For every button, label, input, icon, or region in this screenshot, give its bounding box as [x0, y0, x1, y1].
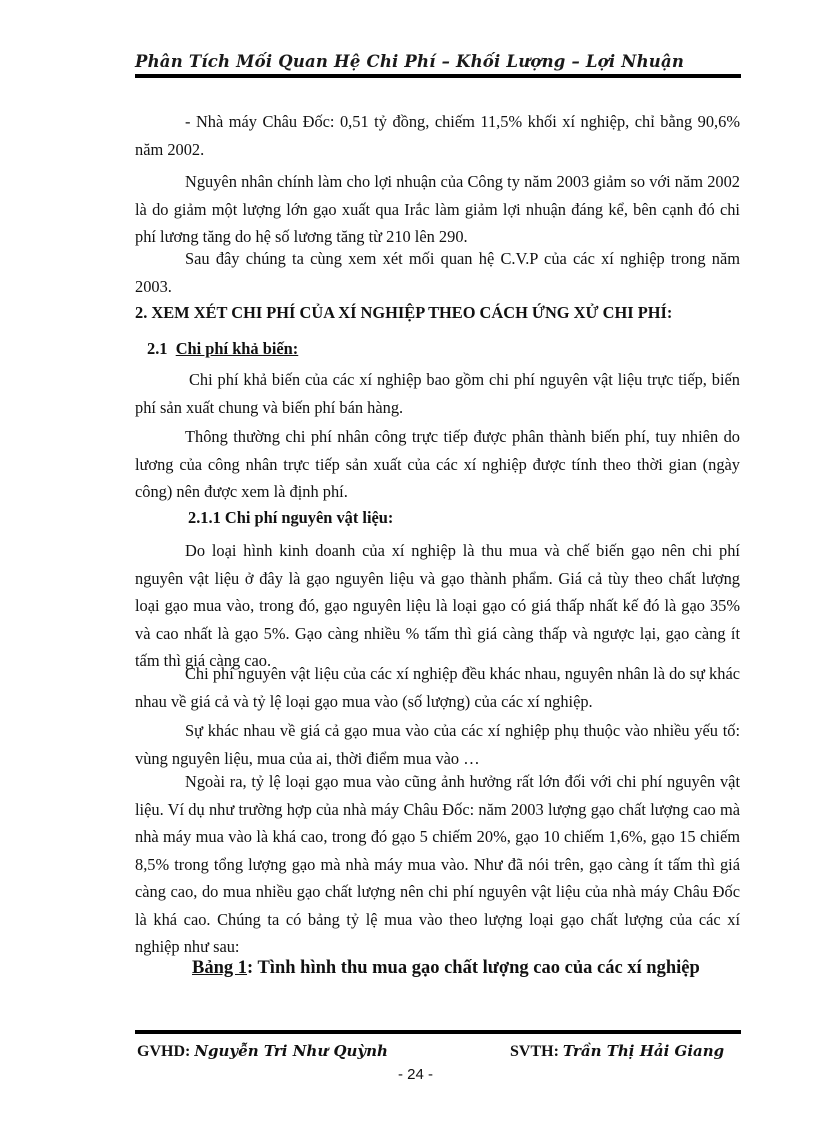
student-name: Trần Thị Hải Giang [562, 1042, 725, 1060]
paragraph-rice-ratio: Ngoài ra, tỷ lệ loại gạo mua vào cũng ảnh hưởng rất lớn đối với chi phí nguyên vật liệu. Ví dụ như trường hợp của nhà máy Châu Đốc: năm 2003 lượng gạo chất lượng cao mà nhà máy mua vào là khá cao, trong đó gạo 5 chiếm 20%, gạo 10 chiếm 1,6%, gạo 15 chiếm 8,5% trong tổng lượng gạo mà nhà máy mua vào. Như đã nói trên, gạo càng ít tấm thì giá càng cao, do mua nhiều gạo chất lượng nên chi phí nguyên vật liệu của nhà máy Châu Đốc là khá cao. Chúng ta có bảng tỷ lệ mua vào theo lượng loại gạo chất lượng của các xí nghiệp như sau: [135, 772, 740, 956]
footer-advisor [137, 1042, 388, 1061]
section-heading-2: 2. XEM XÉT CHI PHÍ CỦA XÍ NGHIỆP THEO CÁCH ỨNG XỬ CHI PHÍ: [135, 303, 673, 322]
section-heading-2-1 [147, 339, 298, 359]
page-number: - 24 - [398, 1066, 434, 1083]
table-caption [192, 958, 700, 979]
student-label: SVTH: [510, 1043, 559, 1060]
paragraph-chau-doc: - Nhà máy Châu Đốc: 0,51 tỷ đồng, chiếm 11,5% khối xí nghiệp, chỉ bằng 90,6% năm 2002. [135, 112, 740, 159]
running-header-title: Phân Tích Mối Quan Hệ Chi Phí – Khối Lượng – Lợi Nhuận [135, 52, 685, 71]
section-heading-2-1-1: 2.1.1 Chi phí nguyên vật liệu: [188, 508, 394, 527]
advisor-name: Nguyễn Tri Như Quỳnh [194, 1042, 388, 1060]
section-title-2-1: Chi phí khả biến: [175, 339, 299, 358]
paragraph-labor-costs: Thông thường chi phí nhân công trực tiếp được phân thành biến phí, tuy nhiên do lương của công nhân trực tiếp sản xuất của các xí nghiệp được tính theo thời gian (ngày công) nên được xem là định phí. [135, 427, 740, 501]
paragraph-price-factors: Sự khác nhau về giá cả gạo mua vào của các xí nghiệp phụ thuộc vào nhiều yếu tố: vùng nguyên liệu, mua của ai, thời điểm mua vào … [135, 721, 740, 768]
table-caption-text: : Tình hình thu mua gạo chất lượng cao của các xí nghiệp [247, 958, 700, 978]
header-rule [135, 74, 741, 78]
footer-student [510, 1042, 724, 1061]
paragraph-raw-materials: Do loại hình kinh doanh của xí nghiệp là thu mua và chế biến gạo nên chi phí nguyên vật liệu ở đây là gạo nguyên liệu và gạo thành phẩm. Giá cả tùy theo chất lượng loại gạo mua vào, trong đó, gạo nguyên liệu là loại gạo có giá thấp nhất kế đó là gạo 35% và cao nhất là gạo 5%. Gạo càng nhiều % tấm thì giá càng thấp và ngược lại, gạo càng ít tấm thì giá càng cao. [135, 541, 740, 670]
advisor-label: GVHD: [137, 1043, 191, 1060]
section-number-2-1: 2.1 [147, 339, 168, 358]
paragraph-cause: Nguyên nhân chính làm cho lợi nhuận của Công ty năm 2003 giảm so với năm 2002 là do giảm một lượng lớn gạo xuất qua Irắc làm giảm lợi nhuận đáng kể, bên cạnh đó chi phí lương tăng do hệ số lương tăng từ 210 lên 290. [135, 172, 740, 246]
paragraph-cvp-intro: Sau đây chúng ta cùng xem xét mối quan hệ C.V.P của các xí nghiệp trong năm 2003. [135, 249, 740, 296]
footer-rule [135, 1030, 741, 1034]
paragraph-variable-costs: Chi phí khả biến của các xí nghiệp bao gồm chi phí nguyên vật liệu trực tiếp, biến phí sản xuất chung và biến phí bán hàng. [135, 370, 740, 417]
paragraph-material-difference: Chi phí nguyên vật liệu của các xí nghiệp đều khác nhau, nguyên nhân là do sự khác nhau về giá cả và tỷ lệ loại gạo mua vào (số lượng) của các xí nghiệp. [135, 664, 740, 711]
table-label: Bảng 1 [192, 958, 248, 978]
